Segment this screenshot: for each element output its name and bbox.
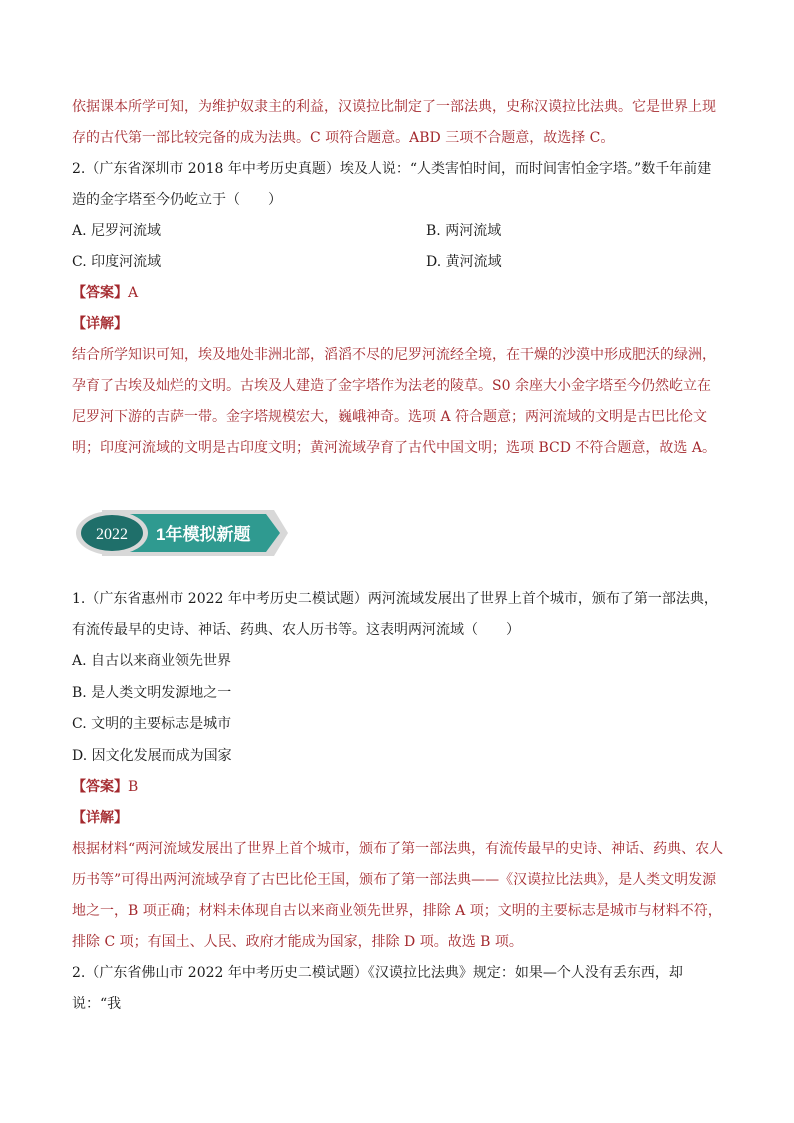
option-a: A. 自古以来商业领先世界 [72,653,232,669]
banner-graphic [76,500,288,566]
detail-label: 【详解】 [72,810,128,826]
option-c: C. 文明的主要标志是城市 [72,716,232,732]
option-b: B. 两河流域 [426,223,502,239]
answer-line [72,278,724,309]
detail-label: 【详解】 [72,316,128,332]
answer-label: 【答案】 [72,779,128,795]
page-content [72,92,724,1020]
question-2022-2-stem: 2.（广东省佛山市 2022 年中考历史二模试题）《汉谟拉比法典》规定：如果—个人没有丢东西，却说：“我 [72,965,683,1012]
option-a: A. 尼罗河流域 [72,223,162,239]
answer-label: 【答案】 [72,285,128,301]
option-c: C. 印度河流域 [72,254,162,270]
option-d: D. 黄河流域 [426,254,502,270]
question-2018-stem: 2.（广东省深圳市 2018 年中考历史真题）埃及人说：“人类害怕时间，而时间害怕金字塔。”数千年前建造的金字塔至今仍屹立于（ ） [72,161,712,208]
detail-text: 根据材料“两河流域发展出了世界上首个城市，颁布了第一部法典，有流传最早的史诗、神话、药典、农人历书等”可得出两河流域孕育了古巴比伦王国，颁布了第一部法典——《汉谟拉比法典》，是人类文明发源地之一，B 项正确；材料未体现自古以来商业领先世界，排除 A 项；文明的主要标志是城市与材料不符，排除 C 项；有国土、人民、政府才能成为国家，排除 D 项。故选 B 项。 [72,841,724,950]
section-banner [72,500,724,566]
question-2022-1-stem: 1.（广东省惠州市 2022 年中考历史二模试题）两河流域发展出了世界上首个城市，颁布了第一部法典，有流传最早的史诗、神话、药典、农人历书等。这表明两河流域（ ） [72,591,718,638]
answer-value: A [128,285,139,301]
answer-value: B [128,779,139,795]
detail-text: 结合所学知识可知，埃及地处非洲北部，滔滔不尽的尼罗河流经全境，在干燥的沙漠中形成肥沃的绿洲，孕育了古埃及灿烂的文明。古埃及人建造了金字塔作为法老的陵草。S0 余座大小金字塔至今仍然屹立在尼罗河下游的吉萨一带。金字塔规模宏大，巍峨神奇。选项 A 符合题意；两河流域的文明是古巴比伦文明；印度河流域的文明是古印度文明；黄河流域孕育了古代中国文明；选项 BCD 不符合题意，故选 A。 [72,347,716,456]
answer-line [72,772,724,803]
option-b: B. 是人类文明发源地之一 [72,684,232,701]
previous-detail-text: 依据课本所学可知，为维护奴隶主的利益，汉谟拉比制定了一部法典，史称汉谟拉比法典。它是世界上现存的古代第一部比较完备的成为法典。C 项符合题意。ABD 三项不合题意，故选择 C。 [72,99,716,146]
banner-title: 1年模拟新题 [156,525,251,544]
option-d: D. 因文化发展而成为国家 [72,747,232,764]
question-2018-options [72,216,724,278]
banner-year: 2022 [96,526,128,543]
